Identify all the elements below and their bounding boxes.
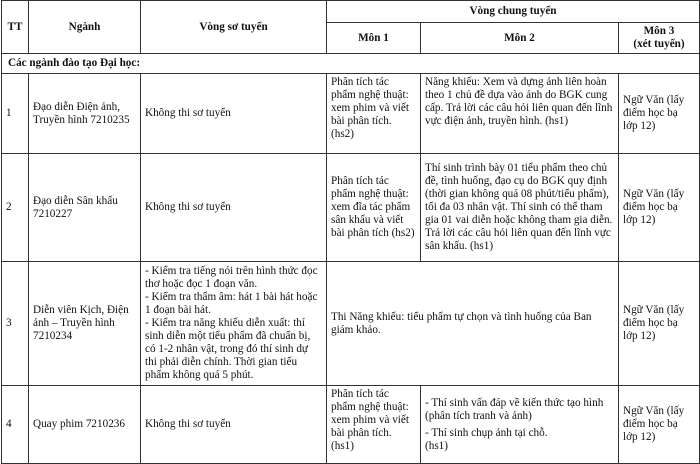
row-mon3: Ngữ Văn (lấy điểm học bạ lớp 12) bbox=[619, 74, 700, 154]
header-mon3-line2: (xét tuyển) bbox=[633, 38, 685, 50]
mon2-item: - Thí sinh chụp ảnh tại chỗ. bbox=[425, 426, 548, 439]
row-mon1: Phân tích tác phẩm nghệ thuật: xem phim và viết bài phân tích. (hs1) bbox=[327, 386, 421, 464]
row-nganh: Đạo diễn Điện ảnh, Truyền hình 7210235 bbox=[29, 74, 141, 154]
row-mon3: Ngữ Văn (lấy điểm học bạ lớp 12) bbox=[619, 262, 700, 386]
so-tuyen-item: - Kiểm tra năng khiếu diễn xuất: thí sinh diễn một tiểu phẩm đã chuẩn bị, có 1-2 nhân vật, trong đó thí sinh dự thi phải diễn chính. Thời gian tiểu phẩm không quá 5 phút. bbox=[145, 317, 311, 381]
header-tt: TT bbox=[2, 1, 29, 54]
mon2-item: - Thí sinh vấn đáp về kiến thức tạo hình (phân tích tranh và ảnh) bbox=[425, 396, 604, 422]
mon2-item: (hs1) bbox=[425, 439, 448, 452]
header-mon1: Môn 1 bbox=[327, 23, 421, 54]
row-so-tuyen: Không thi sơ tuyển bbox=[141, 386, 327, 464]
so-tuyen-item: - Kiểm tra thẩm âm: hát 1 bài hát hoặc 1 đoạn bài hát. bbox=[145, 291, 318, 316]
row-tt: 3 bbox=[2, 262, 29, 386]
header-nganh: Ngành bbox=[29, 1, 141, 54]
header-vong-chung-tuyen: Vòng chung tuyển bbox=[327, 1, 700, 23]
row-mon1: Phân tích tác phẩm nghệ thuật: xem phim và viết bài phân tích. (hs2) bbox=[327, 74, 421, 154]
row-so-tuyen: Không thi sơ tuyển bbox=[141, 154, 327, 262]
row-tt: 1 bbox=[2, 74, 29, 154]
row-mon2: Thí sinh trình bày 01 tiểu phẩm theo chủ đề, tình huống, đạo cụ do BGK quy định (thời gian không quá 08 phút/tiểu phẩm), tối đa 03 nhân vật. Thí sinh có thể tham gia 01 vai diễn hoặc không tham gia diễn. Trả lời các câu hỏi liên quan đến lĩnh vực sân khấu. (hs1) bbox=[421, 154, 619, 262]
table-row bbox=[2, 154, 700, 262]
row-so-tuyen bbox=[141, 262, 327, 386]
table-row bbox=[2, 386, 700, 464]
header-mon3 bbox=[619, 23, 700, 54]
so-tuyen-item: - Kiểm tra tiếng nói trên hình thức đọc thơ hoặc đọc 1 đoạn văn. bbox=[145, 265, 318, 290]
row-nganh: Đạo diễn Sân khấu 7210227 bbox=[29, 154, 141, 262]
row-mon1: Phân tích tác phẩm nghệ thuật: xem đĩa tác phẩm sân khấu và viết bài phân tích (hs2) bbox=[327, 154, 421, 262]
row-mon3: Ngữ Văn (lấy điểm học bạ lớp 12) bbox=[619, 154, 700, 262]
row-mon3: Ngữ Văn (lấy điểm học bạ lớp 12) bbox=[619, 386, 700, 464]
table-row bbox=[2, 74, 700, 154]
row-mon2: Năng khiếu: Xem và dựng ảnh liên hoàn theo 1 chủ đề dựa vào ảnh do BGK cung cấp. Trả lời các câu hỏi liên quan đến lĩnh vực điện ảnh, truyền hình. (hs1) bbox=[421, 74, 619, 154]
admission-table bbox=[1, 0, 700, 464]
row-nganh: Diễn viên Kịch, Điện ảnh – Truyền hình 7210234 bbox=[29, 262, 141, 386]
row-so-tuyen: Không thi sơ tuyển bbox=[141, 74, 327, 154]
section-title: Các ngành đào tạo Đại học: bbox=[2, 54, 700, 74]
row-mon12-merged: Thi Năng khiếu: tiểu phẩm tự chọn và tình huống của Ban giám khảo. bbox=[327, 262, 619, 386]
header-mon2: Môn 2 bbox=[421, 23, 619, 54]
header-vong-so-tuyen: Vòng sơ tuyển bbox=[141, 1, 327, 54]
row-mon2 bbox=[421, 386, 619, 464]
row-tt: 2 bbox=[2, 154, 29, 262]
row-tt: 4 bbox=[2, 386, 29, 464]
row-nganh: Quay phim 7210236 bbox=[29, 386, 141, 464]
table-row bbox=[2, 262, 700, 386]
header-mon3-line1: Môn 3 bbox=[643, 25, 675, 37]
